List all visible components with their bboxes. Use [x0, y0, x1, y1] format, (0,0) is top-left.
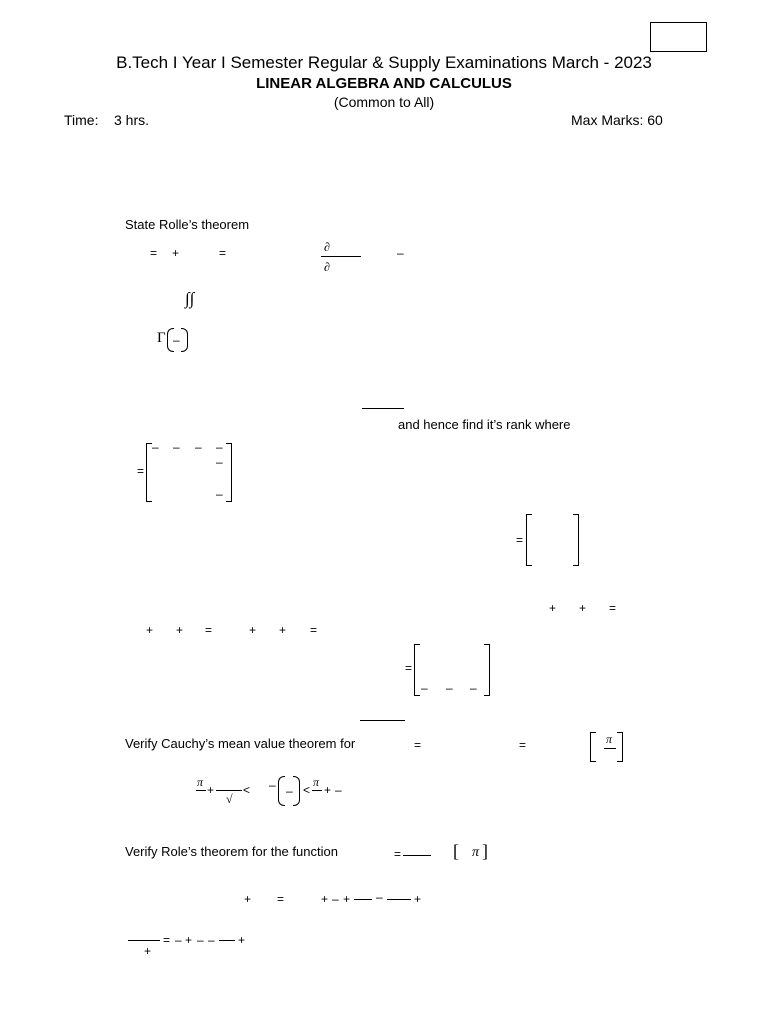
fraction-bar	[216, 790, 242, 791]
plus-sign: +	[414, 892, 422, 906]
gamma-symbol: Γ	[157, 330, 166, 346]
fraction-bar	[128, 940, 160, 941]
eq-sign: =	[205, 623, 213, 637]
plus-sign: +	[172, 246, 180, 260]
eq-sign: =	[310, 623, 318, 637]
roll-number-box	[650, 22, 707, 52]
eq-sign: =	[150, 246, 158, 260]
time-value: 3 hrs.	[114, 112, 150, 128]
fraction-bar	[354, 899, 372, 900]
pi-symbol: π	[472, 845, 480, 860]
plus-sign: +	[238, 933, 246, 947]
matrix-bracket-left	[414, 644, 420, 696]
eq-sign: =	[394, 847, 402, 861]
plus-sign: +	[249, 623, 257, 637]
question-role-function: Verify Role’s theorem for the function	[125, 844, 338, 859]
fraction-bar	[312, 790, 322, 791]
matrix-bracket-right	[226, 443, 232, 502]
partial-symbol: ∂	[324, 240, 330, 254]
overline-bar	[362, 408, 404, 409]
eq-sign: =	[405, 661, 413, 675]
plus-sign: +	[579, 601, 587, 615]
plus-sign: +	[144, 944, 152, 958]
matrix-entry: –	[195, 440, 202, 454]
fraction-bar	[196, 790, 206, 791]
matrix-bracket-left	[526, 514, 532, 566]
interval-bracket-right	[617, 732, 623, 762]
plus-sign: +	[279, 623, 287, 637]
plus-sign: +	[324, 783, 332, 797]
paren-left	[278, 776, 285, 806]
overline-bar	[360, 720, 405, 721]
plus-sign: +	[176, 623, 184, 637]
plus-sign: +	[244, 892, 252, 906]
eq-sign: =	[219, 246, 227, 260]
pi-symbol: π	[606, 732, 613, 746]
max-marks: Max Marks: 60	[571, 112, 663, 128]
question-rank: and hence find it’s rank where	[398, 417, 571, 432]
plus-sign: +	[185, 933, 193, 947]
plus-sign: +	[343, 892, 351, 906]
minus-sign: –	[376, 890, 383, 904]
sqrt-symbol: √	[226, 792, 233, 806]
minus-sign: –	[269, 778, 276, 792]
eq-sign: =	[277, 892, 285, 906]
matrix-entry: –	[470, 681, 477, 695]
matrix-entry: –	[152, 440, 159, 454]
matrix-entry: –	[421, 681, 428, 695]
plus-sign: +	[549, 601, 557, 615]
minus-sign: –	[286, 784, 293, 798]
fraction-bar	[604, 748, 616, 749]
pi-symbol: π	[197, 775, 204, 789]
interval-bracket-left: [	[453, 841, 459, 861]
eq-sign: =	[609, 601, 617, 615]
question-cauchy: Verify Cauchy’s mean value theorem for	[125, 736, 356, 751]
eq-sign: =	[516, 533, 524, 547]
time-label: Time:	[64, 112, 99, 128]
minus-sign: –	[173, 333, 180, 347]
matrix-bracket-right	[484, 644, 490, 696]
minus-sign: –	[397, 246, 404, 260]
matrix-entry: –	[216, 455, 223, 469]
matrix-entry: –	[173, 440, 180, 454]
minus-sign: –	[197, 933, 204, 947]
less-than-sign: <	[303, 783, 311, 797]
fraction-bar	[321, 256, 361, 257]
eq-sign: =	[137, 464, 145, 478]
less-than-sign: <	[243, 783, 251, 797]
minus-sign: –	[175, 933, 182, 947]
plus-sign: +	[321, 892, 329, 906]
double-integral-symbol: ∫∫	[185, 289, 195, 308]
matrix-entry: –	[216, 440, 223, 454]
matrix-entry: –	[446, 681, 453, 695]
matrix-bracket-right	[573, 514, 579, 566]
minus-sign: –	[208, 933, 215, 947]
exam-title: B.Tech I Year I Semester Regular & Supply Examinations March - 2023	[116, 53, 652, 72]
plus-sign: +	[146, 623, 154, 637]
paren-right	[181, 328, 188, 352]
question-rolle-state: State Rolle’s theorem	[125, 217, 250, 232]
plus-sign: +	[207, 783, 215, 797]
common-note: (Common to All)	[333, 94, 435, 110]
subject-title: LINEAR ALGEBRA AND CALCULUS	[256, 75, 512, 92]
minus-sign: –	[332, 892, 339, 906]
eq-sign: =	[163, 933, 171, 947]
partial-symbol: ∂	[324, 260, 330, 274]
matrix-entry: –	[216, 487, 223, 501]
fraction-bar	[403, 855, 431, 856]
fraction-bar	[219, 940, 235, 941]
paren-right	[293, 776, 300, 806]
interval-bracket-right: ]	[482, 841, 488, 861]
pi-symbol: π	[313, 775, 320, 789]
minus-sign: –	[335, 783, 342, 797]
fraction-bar	[387, 899, 411, 900]
eq-sign: =	[414, 738, 422, 752]
interval-bracket-left	[590, 732, 596, 762]
eq-sign: =	[519, 738, 527, 752]
